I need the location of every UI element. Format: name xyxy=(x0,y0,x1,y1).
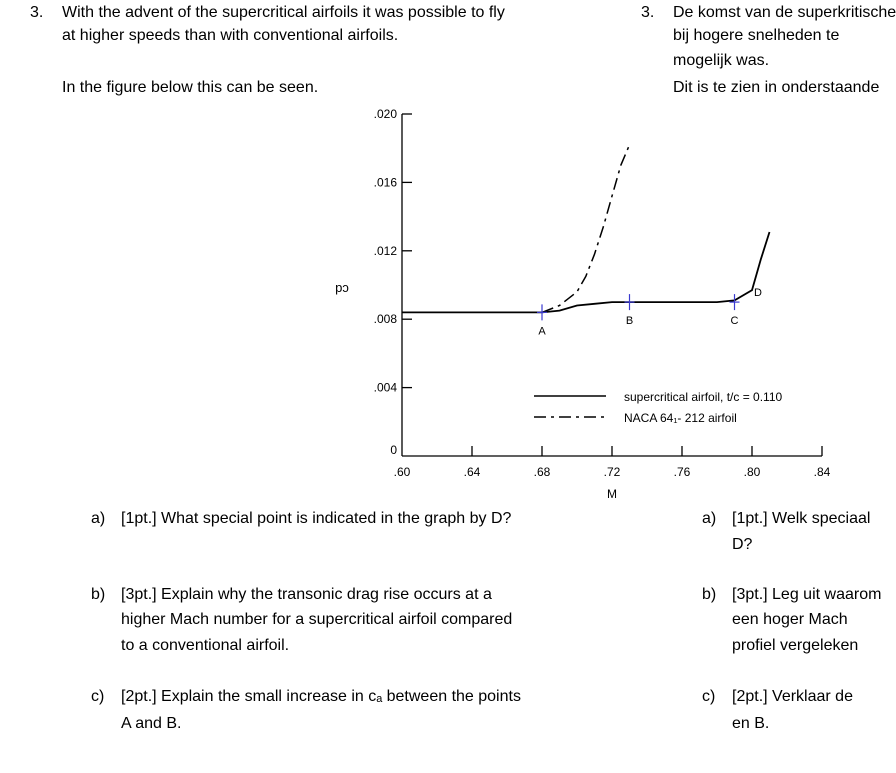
question-a-label: a) xyxy=(91,510,106,527)
right-question-b-line-1: [3pt.] Leg uit waarom xyxy=(732,586,882,603)
marker-label-A: A xyxy=(538,325,546,338)
question-c-label: c) xyxy=(91,688,105,705)
x-tick-label: .72 xyxy=(603,465,621,479)
right-figure-intro: Dit is te zien in onderstaande xyxy=(673,79,880,96)
series-line-1 xyxy=(542,145,630,313)
y-tick-label: .012 xyxy=(373,243,397,258)
question-c-line-1: [2pt.] Explain the small increase in cₐ between the points xyxy=(121,688,521,705)
question-number: 3. xyxy=(30,4,44,21)
right-question-b-line-2: een hoger Mach xyxy=(732,611,848,628)
x-tick-label: .64 xyxy=(463,465,481,479)
series-line-0 xyxy=(402,232,770,312)
right-question-b-line-3: profiel vergeleken xyxy=(732,637,859,654)
right-question-a-label: a) xyxy=(702,510,717,527)
x-axis-label: M xyxy=(607,487,617,501)
marker-label-B: B xyxy=(625,315,634,328)
x-tick-label: .68 xyxy=(533,465,551,479)
question-c-line-2: A and B. xyxy=(121,715,182,732)
y-tick-label: .020 xyxy=(373,107,397,121)
y-tick-label: .016 xyxy=(373,175,397,190)
marker-label-D: D xyxy=(754,286,762,299)
right-question-c-line-1: [2pt.] Verklaar de xyxy=(732,688,853,705)
x-tick-label: .60 xyxy=(393,465,411,479)
right-question-a-line-2: D? xyxy=(732,536,753,553)
question-b-line-1: [3pt.] Explain why the transonic drag rise occurs at a xyxy=(121,586,492,603)
figure-intro: In the figure below this can be seen. xyxy=(62,79,319,96)
marker-label-C: C xyxy=(730,315,739,328)
right-question-c-line-2: en B. xyxy=(732,715,770,732)
x-tick-label: .80 xyxy=(743,465,761,479)
right-intro-line-1: De komst van de superkritische xyxy=(673,4,896,21)
y-tick-label: .004 xyxy=(373,380,397,395)
question-b-line-2: higher Mach number for a supercritical airfoil compared xyxy=(121,611,513,628)
question-b-line-3: to a conventional airfoil. xyxy=(121,637,290,654)
x-tick-label: .76 xyxy=(673,465,691,479)
question-b-label: b) xyxy=(91,586,106,603)
legend-entry-0: supercritical airfoil, t/c = 0.110 xyxy=(624,390,783,404)
y-axis-label: cd xyxy=(335,282,349,297)
right-question-a-line-1: [1pt.] Welk speciaal xyxy=(732,510,871,527)
legend-entry-1: NACA 64₁- 212 airfoil xyxy=(624,411,737,425)
question-a-text: [1pt.] What special point is indicated in the graph by D? xyxy=(121,510,512,527)
x-tick-label: .84 xyxy=(813,465,831,479)
y-tick-label: .008 xyxy=(373,312,397,327)
right-question-b-label: b) xyxy=(702,586,717,603)
y-tick-label: 0 xyxy=(390,443,397,457)
intro-line-2: at higher speeds than with conventional airfoils. xyxy=(62,27,399,44)
right-question-number: 3. xyxy=(641,4,655,21)
right-intro-line-2: bij hogere snelheden te xyxy=(673,27,840,44)
right-intro-line-3: mogelijk was. xyxy=(673,52,770,69)
right-question-c-label: c) xyxy=(702,688,716,705)
intro-line-1: With the advent of the supercritical airfoils it was possible to fly xyxy=(62,4,505,21)
